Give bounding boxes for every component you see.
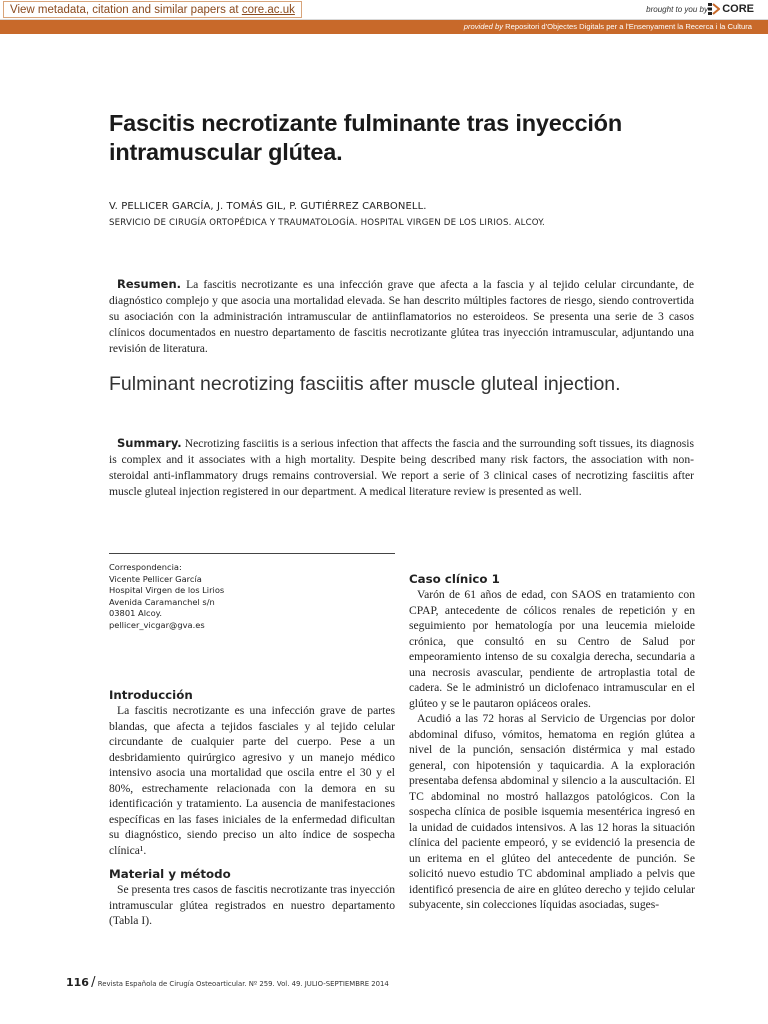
resumen-label: Resumen. [117, 277, 182, 291]
material-paragraph: Se presenta tres casos de fascitis necrotizante tras inyección intramuscular glútea registrados en nuestro departamento (Tabla I). [109, 883, 395, 927]
english-title: Fulminant necrotizing fasciitis after muscle gluteal injection. [109, 373, 621, 395]
core-banner [0, 0, 768, 34]
footer-slash: / [91, 975, 96, 990]
correspondence-city: 03801 Alcoy. [109, 608, 163, 619]
correspondence-hospital: Hospital Virgen de los Lirios [109, 585, 225, 596]
core-logo[interactable] [708, 2, 754, 16]
page-number: 116 [66, 976, 89, 989]
article-title: Fascitis necrotizante fulminante tras inyección intramuscular glútea. [109, 110, 622, 165]
correspondence-label: Correspondencia: [109, 562, 182, 572]
core-logo-text: CORE [722, 3, 754, 15]
summary-label: Summary. [117, 436, 182, 450]
intro-paragraph: La fascitis necrotizante es una infección grave de partes blandas, que afecta a tejidos fasciales y al tejido celular circundante de cualquier parte del cuerpo. Pese a un desbridamiento quirúrgico agresivo y un manejo médico intensivo asocia una mortalidad que oscila entre el 30 y el 80%, estrechamente relacionada con la demora en su identificación y tratamiento. La ausencia de manifestaciones específicas en las fases iniciales de la enfermedad dificultan su diagnóstico, siendo preciso un alto índice de sospecha clínica¹. [109, 704, 395, 857]
resumen-abstract [109, 277, 694, 357]
case1-paragraph-2: Acudió a las 72 horas al Servicio de Urgencias por dolor abdominal difuso, vómitos, hematoma en región glútea a nivel de la punción, sensación distérmica y mal estado general, con hipotensión y taquicardia. A la exploración presentaba defensa abdominal y silencio a la auscultación. El TC abdominal no mostró hallazgos patológicos. Con la sospecha clínica de posible isquemia mesentérica ingresó en la unidad de cuidados intensivos. A las 12 horas la situación clínica del paciente empeoró, y se evidenció la presencia de un eritema en el glúteo del antecedente de punción. Se solicitó nuevo estudio TC abdominal ampliado a pelvis que identificó presencia de aire en glúteo derecho y tejido celular subyacente, sin colecciones líquidas asociadas, suges- [409, 712, 695, 911]
summary-abstract [109, 436, 694, 500]
left-column [109, 687, 395, 929]
repository-link[interactable]: Repositori d'Objectes Digitals per a l'Ensenyament la Recerca i la Cultura [505, 22, 752, 31]
correspondence-street: Avenida Caramanchel s/n [109, 596, 215, 607]
core-banner-top [0, 0, 768, 20]
summary-text: Necrotizing fasciitis is a serious infection that affects the fascia and the surrounding soft tissues, its diagnosis is complex and it associates with a high mortality. Despite being described many risk factors, the association with non-steroidal anti-inflammatory drugs remains controversial. We report a serie of 3 clinical cases of necrotizing fasciitis after muscle gluteal injection registered in our department. A medical literature review is presented as well. [109, 437, 694, 498]
view-metadata-link[interactable] [3, 1, 302, 18]
provided-by-text [464, 22, 752, 31]
right-column [409, 571, 695, 913]
article-affiliation: SERVICIO DE CIRUGÍA ORTOPÉDICA Y TRAUMATOLOGÍA. HOSPITAL VIRGEN DE LOS LIRIOS. ALCOY. [109, 218, 545, 228]
brought-to-you-text: brought to you by [646, 5, 708, 14]
correspondence-divider [109, 553, 395, 554]
article-authors: V. PELLICER GARCÍA, J. TOMÁS GIL, P. GUTIÉRREZ CARBONELL. [109, 201, 427, 212]
case1-heading: Caso clínico 1 [409, 572, 500, 586]
core-logo-icon [708, 2, 720, 16]
provided-by-prefix: provided by [463, 22, 504, 31]
case1-paragraph-1: Varón de 61 años de edad, con SAOS en tratamiento con CPAP, antecedente de cólicos renales de repetición y en seguimiento por hematología por una leucemia mieloide crónica, que consultó en su Centro de Salud por empeoramiento intenso de su coxalgia derecha, secundaria a una necrosis avascular, pendiente de artroplastia total de cadera. Se le administró un diclofenaco intramuscular en el glúteo y se le pautaron opiáceos orales. [409, 588, 695, 710]
intro-heading: Introducción [109, 688, 193, 702]
correspondence-name: Vicente Pellicer García [109, 573, 202, 584]
material-heading: Material y método [109, 867, 231, 881]
journal-citation: Revista Española de Cirugía Osteoarticular. Nº 259. Vol. 49. JULIO-SEPTIEMBRE 2014 [97, 980, 389, 988]
correspondence-email[interactable]: pellicer_vicgar@gva.es [109, 619, 205, 630]
resumen-text: La fascitis necrotizante es una infección grave que afecta a la fascia y al tejido celular circundante, de diagnóstico complejo y que asocia una mortalidad elevada. Se han descrito múltiples factores de riesgo, siendo controvertida su asociación con la administración intramuscular de antiinflamatorios no esteroideos. Se presenta una serie de 3 casos clínicos documentados en nuestro departamento de fascitis necrotizante glútea tras inyección intramuscular, adjuntando una revisión de literatura. [109, 278, 694, 355]
correspondence-block [109, 562, 224, 632]
page-footer [66, 975, 389, 990]
core-ac-uk-link[interactable]: core.ac.uk [241, 4, 295, 16]
view-metadata-text: View metadata, citation and similar papers at [10, 4, 242, 16]
